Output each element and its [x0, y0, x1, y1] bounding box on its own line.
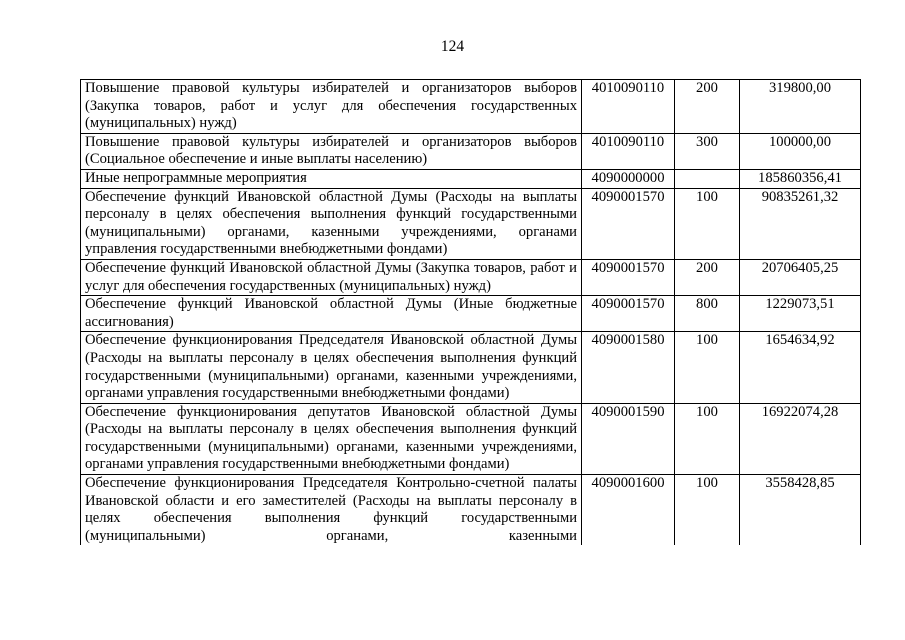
row-code: 4090001580 [582, 332, 675, 403]
table-row [81, 475, 861, 546]
row-name: Обеспечение функций Ивановской областной Думы (Закупка товаров, работ и услуг для обеспечения государственных (муниципальных) нужд) [81, 259, 582, 295]
row-amount: 20706405,25 [740, 259, 861, 295]
row-name: Обеспечение функций Ивановской областной Думы (Иные бюджетные ассигнования) [81, 296, 582, 332]
row-name: Иные непрограммные мероприятия [81, 169, 582, 188]
table-row [81, 332, 861, 403]
row-expense-type: 300 [675, 133, 740, 169]
row-name: Обеспечение функционирования Председателя Контрольно-счетной палаты Ивановской области и его заместителей (Расходы на выплаты персоналу в целях обеспечения выполнения функций государственными (муниципальными) органами, казенными [81, 475, 582, 546]
row-amount: 1654634,92 [740, 332, 861, 403]
row-name: Обеспечение функционирования Председателя Ивановской областной Думы (Расходы на выплаты персоналу в целях обеспечения выполнения функций государственными (муниципальными) органами, казенными учреждениями, органами управления государственными внебюджетными фондами) [81, 332, 582, 403]
row-name: Обеспечение функций Ивановской областной Думы (Расходы на выплаты персоналу в целях обеспечения выполнения функций государственными (муниципальными) органами, казенными учреждениями, органами управления государственными внебюджетными фондами) [81, 188, 582, 259]
budget-table [80, 79, 861, 545]
row-code: 4090000000 [582, 169, 675, 188]
row-name: Повышение правовой культуры избирателей и организаторов выборов (Закупка товаров, работ и услуг для обеспечения государственных (муниципальных) нужд) [81, 80, 582, 134]
table-row [81, 188, 861, 259]
table-row [81, 259, 861, 295]
row-code: 4090001570 [582, 259, 675, 295]
row-name: Обеспечение функционирования депутатов Ивановской областной Думы (Расходы на выплаты персоналу в целях обеспечения выполнения функций государственными (муниципальными) органами, казенными учреждениями, органами управления государственными внебюджетными фондами) [81, 403, 582, 474]
table-row [81, 80, 861, 134]
row-expense-type: 200 [675, 80, 740, 134]
row-code: 4010090110 [582, 133, 675, 169]
row-code: 4010090110 [582, 80, 675, 134]
table-row [81, 296, 861, 332]
row-code: 4090001600 [582, 475, 675, 546]
table-row [81, 133, 861, 169]
row-name: Повышение правовой культуры избирателей и организаторов выборов (Социальное обеспечение и иные выплаты населению) [81, 133, 582, 169]
row-code: 4090001590 [582, 403, 675, 474]
row-amount: 16922074,28 [740, 403, 861, 474]
table-row [81, 403, 861, 474]
row-amount: 3558428,85 [740, 475, 861, 546]
row-amount: 1229073,51 [740, 296, 861, 332]
page-number: 124 [440, 38, 465, 55]
row-code: 4090001570 [582, 188, 675, 259]
row-expense-type: 200 [675, 259, 740, 295]
row-expense-type: 100 [675, 332, 740, 403]
row-expense-type: 100 [675, 188, 740, 259]
row-code: 4090001570 [582, 296, 675, 332]
row-amount: 185860356,41 [740, 169, 861, 188]
row-expense-type [675, 169, 740, 188]
table-row [81, 169, 861, 188]
row-expense-type: 800 [675, 296, 740, 332]
row-amount: 90835261,32 [740, 188, 861, 259]
row-expense-type: 100 [675, 403, 740, 474]
row-amount: 319800,00 [740, 80, 861, 134]
row-expense-type: 100 [675, 475, 740, 546]
row-amount: 100000,00 [740, 133, 861, 169]
